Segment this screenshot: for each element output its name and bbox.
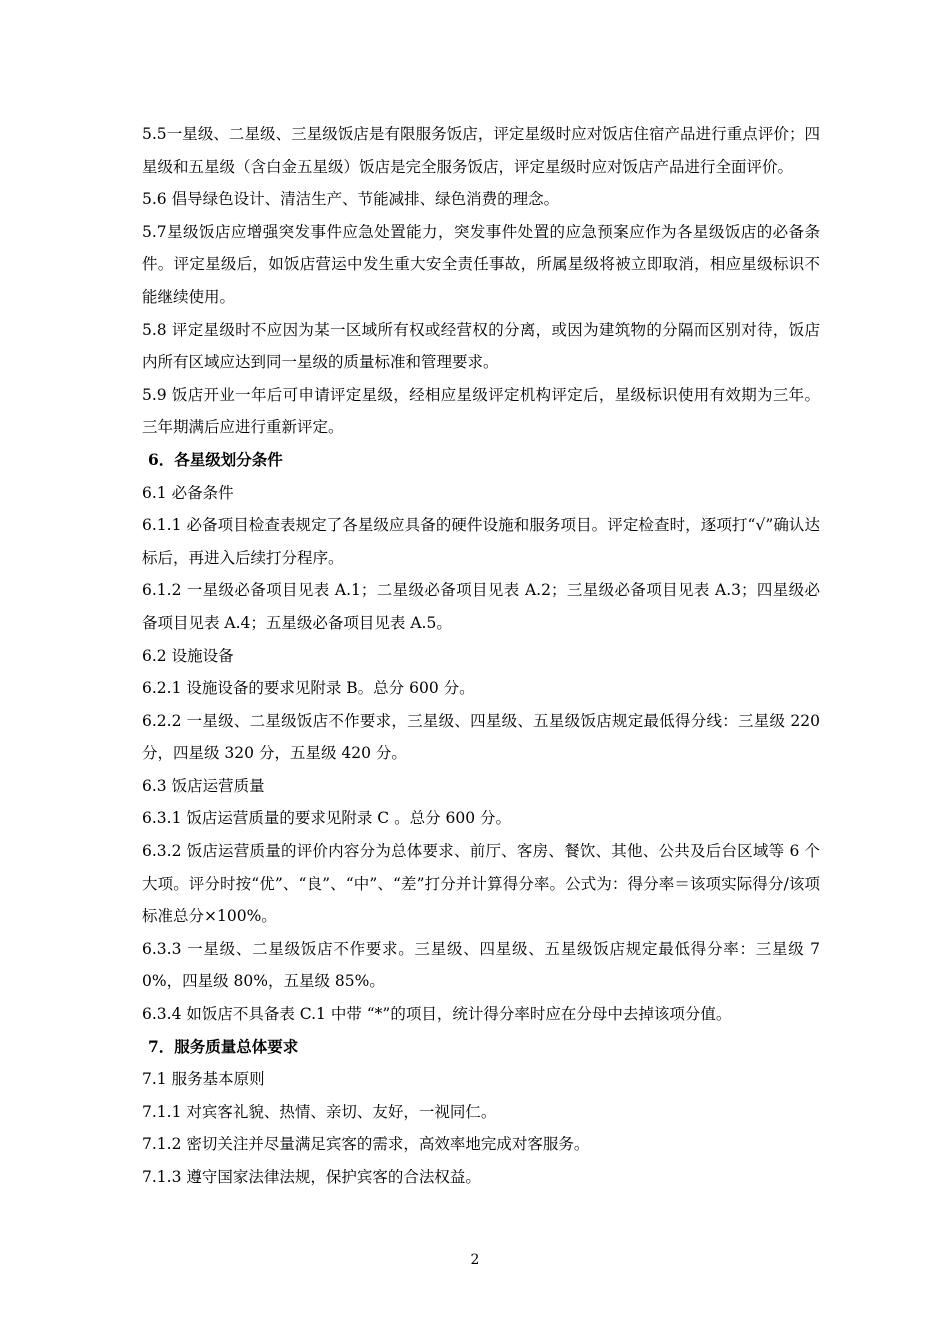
paragraph: 6.2.1 设施设备的要求见附录 B。总分 600 分。 [142,679,475,698]
paragraph: 6.1.1 必备项目检查表规定了各星级应具备的硬件设施和服务项目。评定检查时，逐项打“√”确认达标后，再进入后续打分程序。 [142,516,820,567]
paragraph: 6.3.1 饭店运营质量的要求见附录 C 。总分 600 分。 [142,809,512,828]
paragraph: 5.7星级饭店应增强突发事件应急处置能力，突发事件处置的应急预案应作为各星级饭店的必备条件。评定星级后，如饭店营运中发生重大安全责任事故，所属星级将被立即取消，相应星级标识不能继续使用。 [142,222,820,306]
paragraph: 5.6 倡导绿色设计、清洁生产、节能减排、绿色消费的理念。 [142,190,560,209]
paragraph: 6.2.2 一星级、二星级饭店不作要求，三星级、四星级、五星级饭店规定最低得分线：三星级 220 分，四星级 320 分，五星级 420 分。 [142,711,820,763]
paragraph: 6.3.4 如饭店不具备表 C.1 中带 “*”的项目，统计得分率时应在分母中去掉该项分值。 [142,1005,732,1024]
paragraph: 6.3.3 一星级、二星级饭店不作要求。三星级、四星级、五星级饭店规定最低得分率：三星级 70%，四星级 80%，五星级 85%。 [142,939,820,991]
paragraph: 6.1 必备条件 [142,483,234,502]
paragraph: 7.1.2 密切关注并尽量满足宾客的需求，高效率地完成对客服务。 [142,1135,590,1154]
page-number: 2 [470,1252,480,1268]
paragraph: 5.8 评定星级时不应因为某一区域所有权或经营权的分离，或因为建筑物的分隔而区别对待，饭店内所有区域应达到同一星级的质量标准和管理要求。 [142,320,820,372]
paragraph: 6.1.2 一星级必备项目见表 A.1；二星级必备项目见表 A.2；三星级必备项目见表 A.3；四星级必备项目见表 A.4；五星级必备项目见表 A.5。 [142,581,820,632]
paragraph: 5.9 饭店开业一年后可申请评定星级，经相应星级评定机构评定后，星级标识使用有效期为三年。三年期满后应进行重新评定。 [142,385,820,437]
paragraph: 5.5一星级、二星级、三星级饭店是有限服务饭店，评定星级时应对饭店住宿产品进行重点评价；四星级和五星级（含白金五星级）饭店是完全服务饭店，评定星级时应对饭店产品进行全面评价。 [142,125,820,176]
paragraph: 7.1.3 遵守国家法律法规，保护宾客的合法权益。 [142,1168,481,1186]
section-heading: 7．服务质量总体要求 [148,1036,299,1056]
paragraph: 7.1.1 对宾客礼貌、热情、亲切、友好，一视同仁。 [142,1102,497,1121]
paragraph: 7.1 服务基本原则 [142,1070,265,1089]
paragraph: 6.3.2 饭店运营质量的评价内容分为总体要求、前厅、客房、餐饮、其他、公共及后台区域等 6 个大项。评分时按“优”、“良”、“中”、“差”打分并计算得分率。公式为：得分率＝该项实际得分/该项标准总分×100%。 [142,842,820,926]
section-heading: 6．各星级划分条件 [148,449,283,469]
paragraph: 6.3 饭店运营质量 [142,776,265,795]
document-body [142,118,820,1194]
paragraph: 6.2 设施设备 [142,646,234,665]
